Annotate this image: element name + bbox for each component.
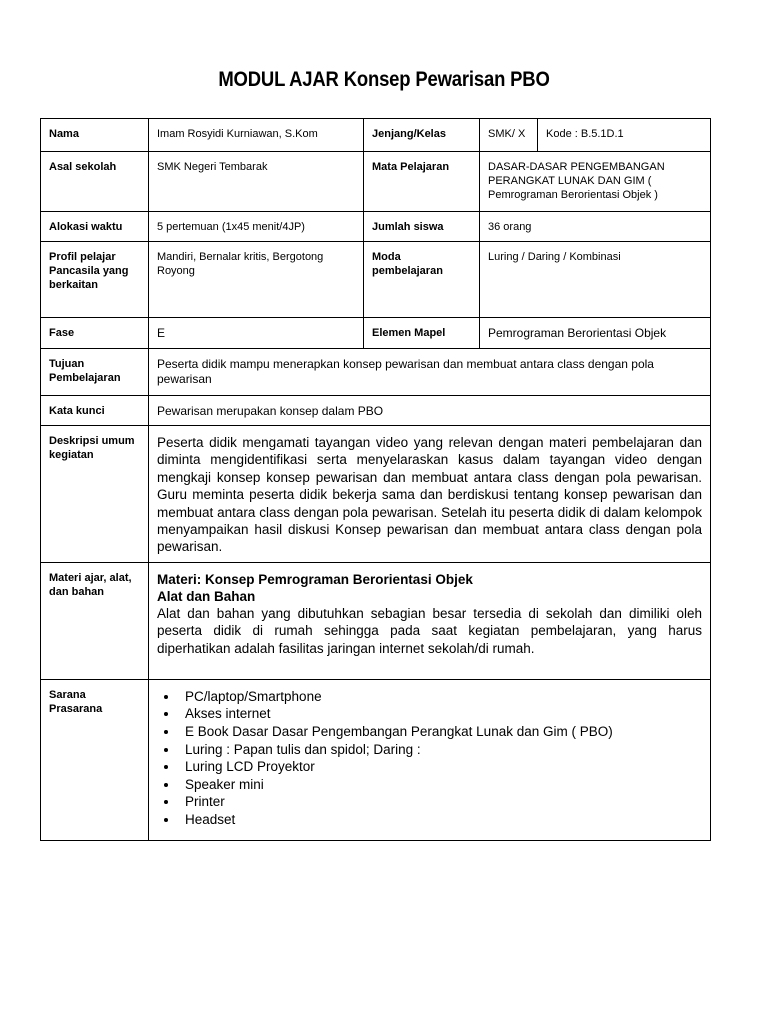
alat-bahan-heading: Alat dan Bahan — [157, 588, 256, 604]
asal-sekolah-label: Asal sekolah — [49, 161, 117, 173]
deskripsi-umum-value: Peserta didik mengamati tayangan video yang relevan dengan materi pembelajaran dan diminta mengidentifikasi serta menyelaraskan kasus dalam tayangan video dengan mengkaji konsep konsep pewarisan dan membuat antara class dengan pola pewarisan. Guru meminta peserta didik bekerja sama dan berdiskusi tentang konsep pewarisan dan membuat antara class dengan pola pewarisan. Setelah itu peserta didik di dalam kelompok menyampaikan hasil diskusi Konsep pewarisan dan membuat antara class dengan pola pewarisan. — [157, 435, 702, 555]
mata-pelajaran-label: Mata Pelajaran — [372, 161, 450, 173]
modul-table — [40, 118, 711, 841]
deskripsi-umum-label: Deskripsi umum kegiatan — [49, 435, 135, 461]
row-deskripsi-umum — [41, 426, 711, 563]
elemen-mapel-value: Pemrograman Berorientasi Objek — [488, 326, 667, 340]
kata-kunci-value: Pewarisan merupakan konsep dalam PBO — [157, 404, 384, 418]
nama-value: Imam Rosyidi Kurniawan, S.Kom — [157, 128, 318, 140]
row-alokasi-waktu — [41, 212, 711, 242]
kode-value: Kode : B.5.1D.1 — [546, 128, 624, 140]
fase-value: E — [157, 326, 166, 340]
jumlah-siswa-label: Jumlah siswa — [372, 221, 444, 233]
sarana-list — [157, 688, 702, 829]
list-item: • Headset — [179, 811, 702, 829]
kata-kunci-label: Kata kunci — [49, 405, 105, 417]
fase-label: Fase — [49, 327, 75, 339]
list-item: • E Book Dasar Dasar Pengembangan Perangkat Lunak dan Gim ( PBO) — [179, 723, 702, 741]
asal-sekolah-value: SMK Negeri Tembarak — [157, 161, 268, 173]
materi-heading: Materi: Konsep Pemrograman Berorientasi Objek — [157, 571, 473, 587]
moda-pembelajaran-label: Moda pembelajaran — [372, 251, 443, 277]
alokasi-waktu-value: 5 pertemuan (1x45 menit/4JP) — [157, 221, 305, 233]
moda-pembelajaran-value: Luring / Daring / Kombinasi — [488, 251, 621, 263]
row-fase — [41, 318, 711, 349]
row-nama — [41, 119, 711, 152]
row-kata-kunci — [41, 396, 711, 426]
list-item: • Speaker mini — [179, 776, 702, 794]
list-item: • Akses internet — [179, 705, 702, 723]
list-item: • PC/laptop/Smartphone — [179, 688, 702, 706]
row-sarana-prasarana — [41, 679, 711, 840]
sarana-prasarana-label: Sarana Prasarana — [49, 688, 103, 715]
list-item: • Luring LCD Proyektor — [179, 758, 702, 776]
list-item: • Printer — [179, 793, 702, 811]
row-profil-pelajar — [41, 242, 711, 318]
mata-pelajaran-value: DASAR-DASAR PENGEMBANGAN PERANGKAT LUNAK DAN GIM ( Pemrograman Berorientasi Objek ) — [488, 161, 665, 201]
profil-pelajar-value: Mandiri, Bernalar kritis, Bergotong Royong — [157, 251, 324, 277]
row-tujuan-pembelajaran — [41, 349, 711, 396]
alokasi-waktu-label: Alokasi waktu — [49, 221, 123, 233]
jumlah-siswa-value: 36 orang — [488, 221, 532, 233]
tujuan-pembelajaran-label: Tujuan Pembelajaran — [49, 358, 121, 384]
materi-ajar-label: Materi ajar, alat, dan bahan — [49, 571, 132, 598]
nama-label: Nama — [49, 128, 79, 140]
jenjang-label: Jenjang/Kelas — [372, 128, 446, 140]
profil-pelajar-label: Profil pelajar Pancasila yang berkaitan — [49, 251, 129, 291]
jenjang-value: SMK/ X — [488, 128, 526, 140]
row-asal-sekolah — [41, 152, 711, 212]
row-materi-ajar — [41, 562, 711, 679]
elemen-mapel-label: Elemen Mapel — [372, 327, 446, 339]
page-title: MODUL AJAR Konsep Pewarisan PBO — [218, 68, 550, 91]
tujuan-pembelajaran-value: Peserta didik mampu menerapkan konsep pewarisan dan membuat antara class dengan pola pewarisan — [157, 357, 654, 386]
alat-bahan-text: Alat dan bahan yang dibutuhkan sebagian besar tersedia di sekolah dan dimiliki oleh peserta didik di rumah sehingga pada saat kegiatan pembelajaran, yang harus diperhatikan adalah fasilitas jaringan internet sekolah/di rumah. — [157, 605, 702, 656]
list-item: • Luring : Papan tulis dan spidol; Daring : — [179, 741, 702, 759]
